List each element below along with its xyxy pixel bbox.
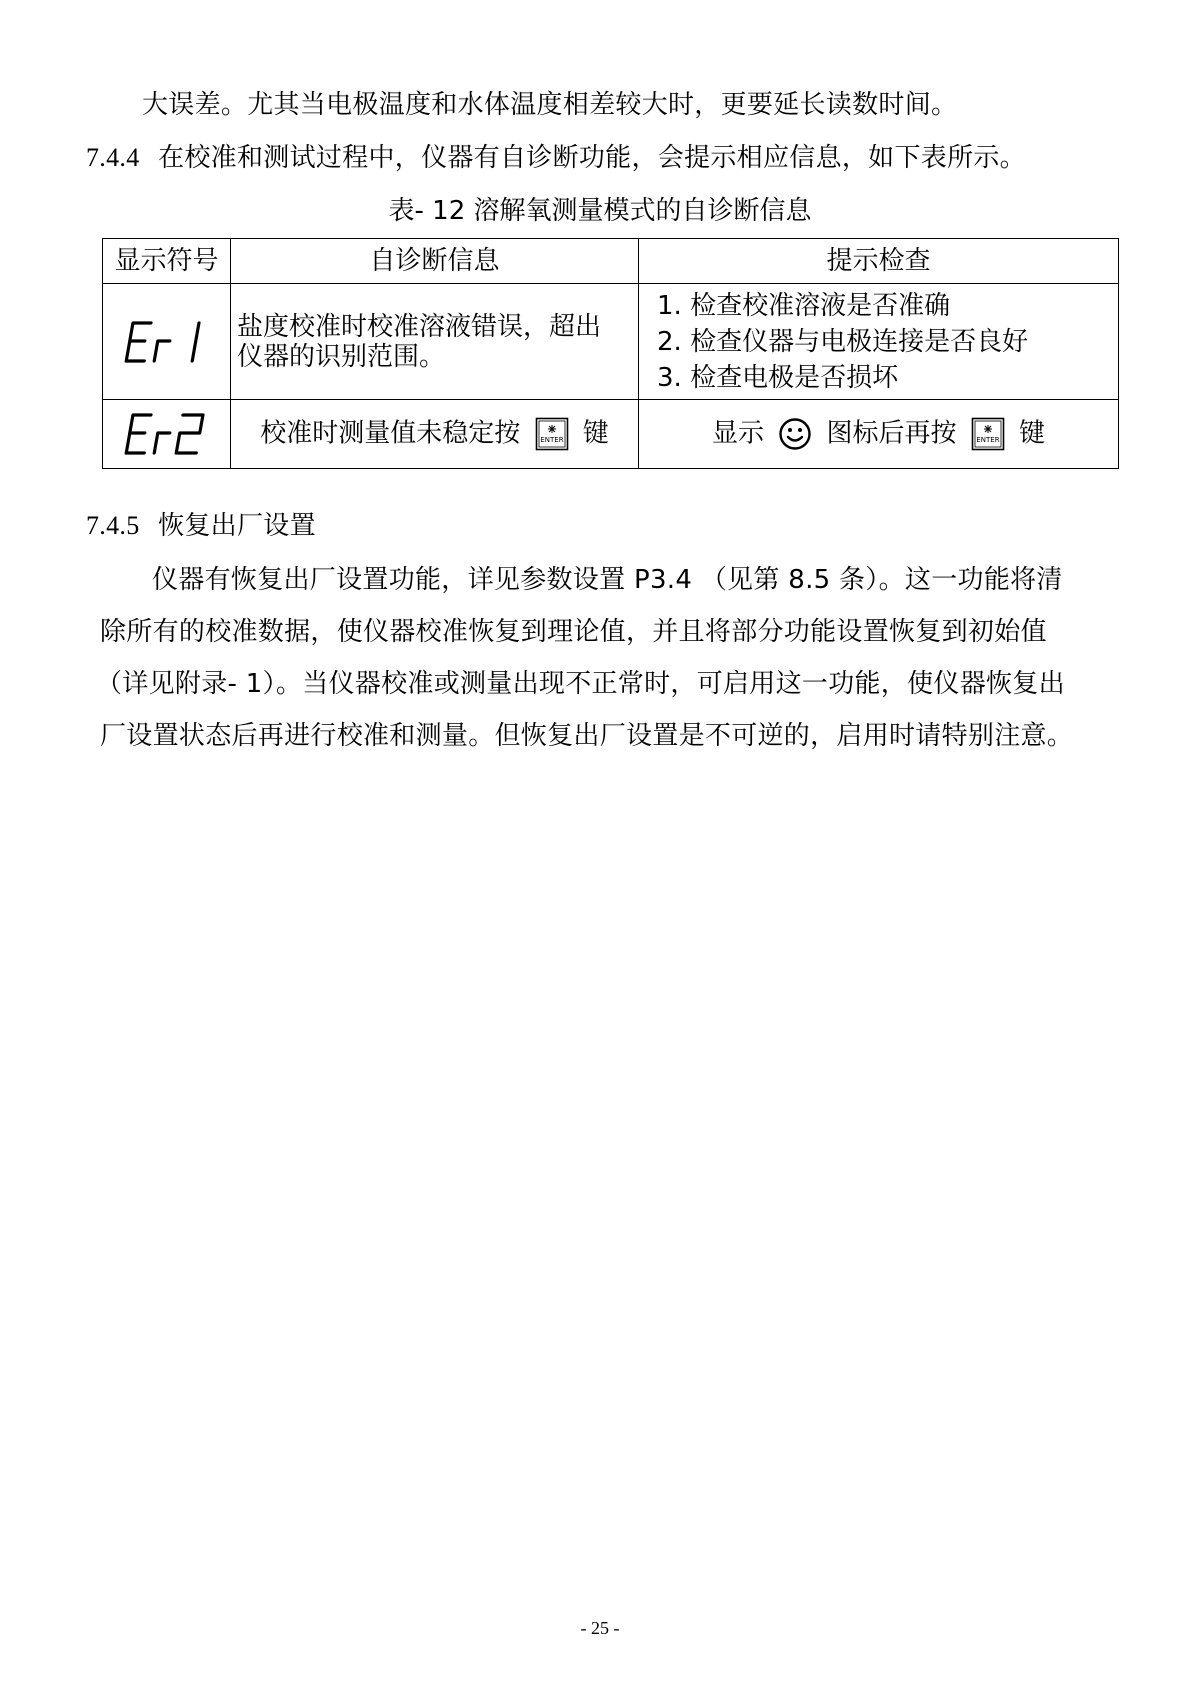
er1-info-cell: [231, 284, 639, 400]
enter-key-icon: [535, 417, 569, 451]
header-info: 自诊断信息: [231, 239, 639, 284]
er1-check-cell: [639, 284, 1119, 400]
er2-info-text: 校准时测量值未稳定按: [260, 418, 521, 449]
section-text: 在校准和测试过程中，仪器有自诊断功能，会提示相应信息，如下表所示。: [158, 143, 1026, 173]
er1-info-line2: 仪器的识别范围。: [237, 341, 446, 372]
header-symbol: 显示符号: [103, 239, 231, 284]
section-number: 7.4.4: [86, 143, 140, 172]
er2-check-text-key: 键: [1019, 418, 1046, 449]
diagnostic-table: [102, 238, 1119, 469]
segment-display-er1: [122, 317, 212, 367]
section-number: 7.4.5: [86, 511, 140, 540]
table-row: [103, 284, 1119, 400]
section-7-4-4: [86, 143, 1026, 173]
section-7-4-5-line: 除所有的校准数据，使仪器校准恢复到理论值，并且将部分功能设置恢复到初始值: [100, 617, 1047, 647]
smiley-face-icon: [778, 417, 812, 451]
section-7-4-5-line: （详见附录- 1）。当仪器校准或测量出现不正常时，可启用这一功能，使仪器恢复出: [96, 669, 1065, 699]
er2-check-text: 显示: [711, 418, 764, 449]
enter-key-label: ENTER: [976, 436, 1000, 444]
paragraph-continuation: 大误差。尤其当电极温度和水体温度相差较大时，更要延长读数时间。: [142, 90, 958, 120]
section-7-4-5-heading: [86, 511, 316, 541]
table-caption: 表- 12 溶解氧测量模式的自诊断信息: [388, 196, 812, 226]
header-check: 提示检查: [639, 239, 1119, 284]
check-item: 1. 检查校准溶液是否准确: [657, 290, 951, 321]
er2-info-cell: [231, 400, 639, 469]
er1-info-line1: 盐度校准时校准溶液错误，超出: [237, 311, 602, 342]
section-7-4-5-line: 厂设置状态后再进行校准和测量。但恢复出厂设置是不可逆的，启用时请特别注意。: [100, 721, 1074, 751]
enter-key-icon: [971, 417, 1005, 451]
section-title: 恢复出厂设置: [158, 511, 316, 541]
er1-symbol-cell: [103, 284, 231, 400]
section-7-4-5-line: 仪器有恢复出厂设置功能，详见参数设置 P3.4 （见第 8.5 条）。这一功能将清: [152, 565, 1063, 595]
table-row: [103, 400, 1119, 469]
er2-info-text-key: 键: [582, 418, 609, 449]
er2-check-text-middle: 图标后再按: [826, 418, 957, 449]
check-item: 3. 检查电极是否损坏: [657, 362, 899, 393]
segment-display-er2: [122, 409, 212, 459]
table-header-row: [103, 239, 1119, 284]
er2-check-cell: [639, 400, 1119, 469]
enter-key-label: ENTER: [539, 436, 564, 444]
check-item: 2. 检查仪器与电极连接是否良好: [657, 326, 1029, 357]
er2-symbol-cell: [103, 400, 231, 469]
page-number: - 25 -: [580, 1618, 620, 1638]
